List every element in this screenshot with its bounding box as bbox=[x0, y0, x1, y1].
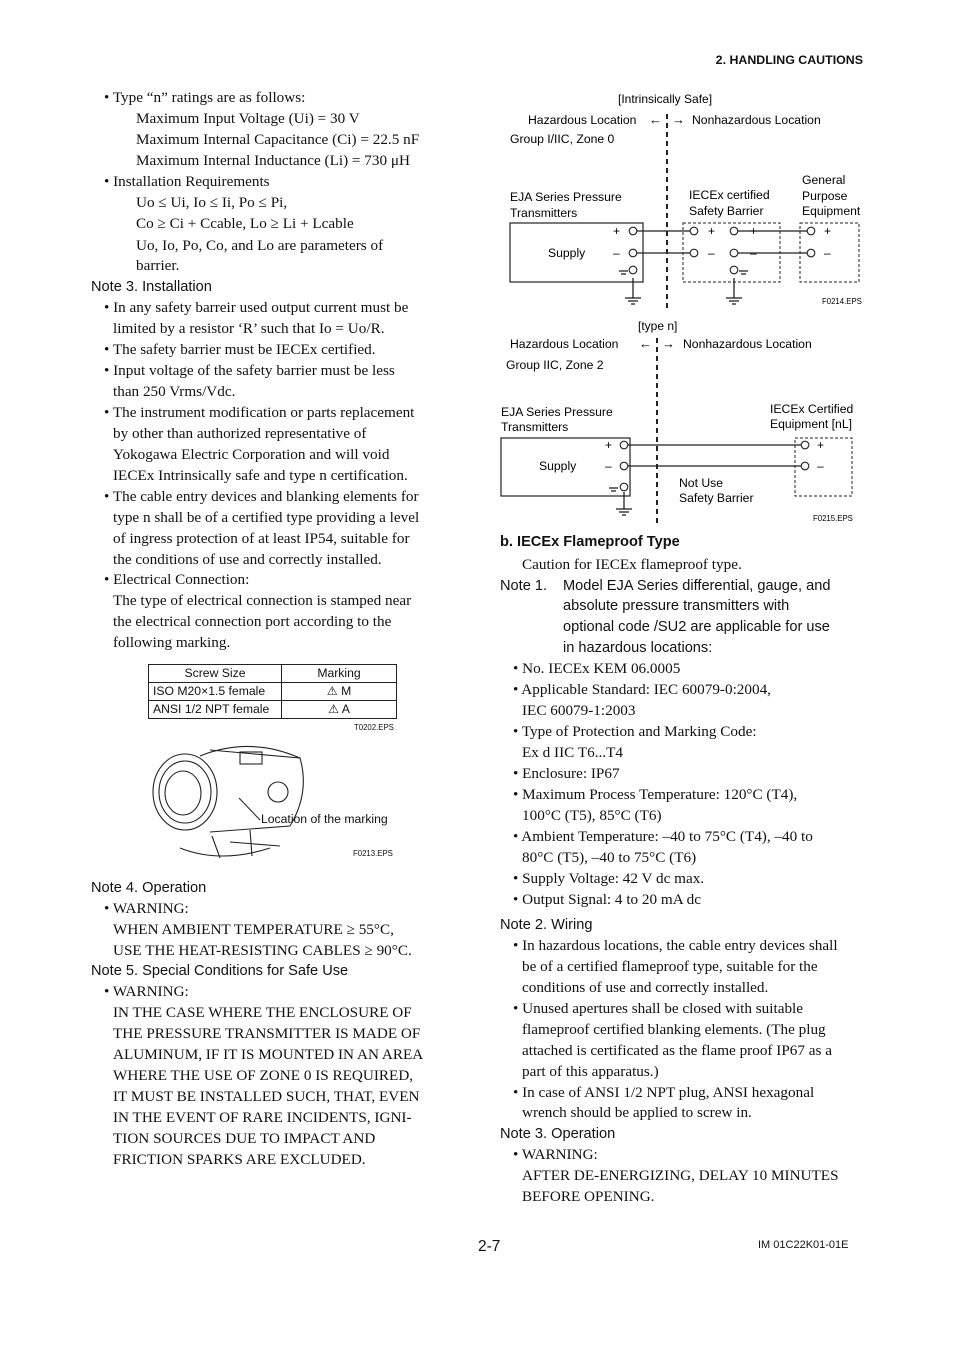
marking-code: A bbox=[341, 702, 350, 716]
plus-sign: + bbox=[750, 224, 758, 238]
general-equipment-label: General bbox=[802, 173, 846, 187]
not-use-barrier-label: Safety Barrier bbox=[679, 491, 754, 505]
document-number: IM 01C22K01-01E bbox=[758, 1239, 849, 1251]
note3-bullet-cont: IECEx Intrinsically safe and type n certification. bbox=[113, 467, 408, 484]
nonhazardous-location-label: Nonhazardous Location bbox=[692, 113, 821, 127]
minus-sign: – bbox=[824, 246, 831, 260]
note3-bullet: • The instrument modification or parts replacement bbox=[104, 404, 415, 421]
spec-item-cont: Ex d IIC T6...T4 bbox=[522, 744, 623, 761]
arrow-left-icon: ← bbox=[639, 336, 652, 351]
note3-bullet-cont: of ingress protection of at least IP54, suitable for bbox=[113, 530, 410, 547]
note3-bullet-cont: Yokogawa Electric Corporation and will void bbox=[113, 446, 390, 463]
ground-icon bbox=[619, 271, 748, 304]
note3-bullet: • The cable entry devices and blanking elements for bbox=[104, 488, 419, 505]
wiring-item-cont: wrench should be applied to screw in. bbox=[522, 1104, 752, 1121]
transmitter-label: Transmitters bbox=[501, 420, 569, 434]
marking-code: M bbox=[341, 684, 352, 698]
table-cell: ANSI 1/2 NPT female bbox=[149, 701, 282, 719]
wiring-item: • Unused apertures shall be closed with suitable bbox=[513, 1000, 804, 1017]
wiring-item-cont: part of this apparatus.) bbox=[522, 1063, 659, 1080]
minus-sign: – bbox=[613, 246, 620, 260]
diagram-title: [Intrinsically Safe] bbox=[618, 92, 713, 106]
requirement-line: Uo ≤ Ui, Io ≤ Ii, Po ≤ Pi, bbox=[136, 194, 288, 211]
spec-item-cont: IEC 60079-1:2003 bbox=[522, 702, 636, 719]
diagram-caption: F0214.EPS bbox=[822, 297, 862, 306]
minus-sign: – bbox=[750, 246, 757, 260]
minus-sign: – bbox=[817, 459, 824, 473]
flameproof-section-title: b. IECEx Flameproof Type bbox=[500, 534, 680, 550]
max-internal-inductance: Maximum Internal Inductance (Li) = 730 μH bbox=[136, 152, 410, 169]
note3-bullet-cont: limited by a resistor ‘R’ such that Io = Uo/R. bbox=[113, 320, 385, 337]
note3-bullet-cont: the conditions of use and correctly installed. bbox=[113, 551, 382, 568]
note3-bullet-cont: The type of electrical connection is stamped near bbox=[113, 592, 412, 609]
note4-line: USE THE HEAT-RESISTING CABLES ≥ 90°C. bbox=[113, 942, 412, 959]
arrow-right-icon: → bbox=[672, 112, 685, 127]
arrow-right-icon: → bbox=[662, 336, 675, 351]
supply-label: Supply bbox=[548, 246, 586, 260]
transmitter-figure bbox=[140, 738, 400, 864]
general-equipment-label: Equipment bbox=[802, 204, 861, 218]
transmitter-label: Transmitters bbox=[510, 206, 578, 220]
equipment-label: Equipment [nL] bbox=[770, 417, 852, 431]
arrow-left-icon: ← bbox=[649, 112, 662, 127]
spec-item: • No. IECEx KEM 06.0005 bbox=[513, 660, 681, 677]
supply-label: Supply bbox=[539, 459, 577, 473]
operation-line: AFTER DE-ENERGIZING, DELAY 10 MINUTES bbox=[522, 1167, 839, 1184]
table-header-row bbox=[149, 665, 397, 683]
minus-sign: – bbox=[708, 246, 715, 260]
note2-title: Note 2. Wiring bbox=[500, 917, 593, 933]
note5-line: WHERE THE USE OF ZONE 0 IS REQUIRED, bbox=[113, 1067, 414, 1084]
type-n-diagram bbox=[495, 316, 865, 526]
diagram-title: [type n] bbox=[638, 319, 678, 333]
wiring-item: • In case of ANSI 1/2 NPT plug, ANSI hexagonal bbox=[513, 1084, 815, 1101]
terminal-icons bbox=[629, 227, 815, 274]
note1-label: Note 1. bbox=[500, 578, 548, 594]
note5-line: TION SOURCES DUE TO IMPACT AND bbox=[113, 1130, 376, 1147]
note3-title: Note 3. Installation bbox=[91, 279, 212, 295]
requirement-line: Co ≥ Ci + Ccable, Lo ≥ Li + Lcable bbox=[136, 215, 354, 232]
plus-sign: + bbox=[824, 224, 832, 238]
note3-bullet-cont: the electrical connection port according to the bbox=[113, 613, 392, 630]
wiring-item-cont: be of a certified flameproof type, suitable for the bbox=[522, 958, 818, 975]
general-equipment-label: Purpose bbox=[802, 189, 848, 203]
flameproof-caution: Caution for IECEx flameproof type. bbox=[522, 556, 742, 573]
note1-line: absolute pressure transmitters with bbox=[563, 598, 790, 614]
plus-sign: + bbox=[817, 438, 825, 452]
section-header: 2. HANDLING CAUTIONS bbox=[715, 53, 863, 67]
note3-bullet: • Input voltage of the safety barrier must be less bbox=[104, 362, 395, 379]
zone-group-label: Group I/IIC, Zone 0 bbox=[510, 132, 615, 146]
note3-bullet-cont: following marking. bbox=[113, 634, 231, 651]
note4-warning: • WARNING: bbox=[104, 900, 189, 917]
note5-line: IN THE EVENT OF RARE INCIDENTS, IGNI- bbox=[113, 1109, 412, 1126]
note4-title: Note 4. Operation bbox=[91, 880, 207, 896]
note3-bullet: • In any safety barreir used output current must be bbox=[104, 299, 409, 316]
minus-sign: – bbox=[605, 459, 612, 473]
spec-item: • Supply Voltage: 42 V dc max. bbox=[513, 870, 705, 887]
wiring-item-cont: flameproof certified blanking elements. (The plug bbox=[522, 1021, 826, 1038]
wiring-item-cont: conditions of use and correctly installed. bbox=[522, 979, 769, 996]
not-use-barrier-label: Not Use bbox=[679, 476, 724, 490]
plus-sign: + bbox=[605, 438, 613, 452]
warning-triangle-icon: ⚠ bbox=[328, 702, 340, 716]
spec-item-cont: 100°C (T5), 85°C (T6) bbox=[522, 807, 662, 824]
hazardous-location-label: Hazardous Location bbox=[528, 113, 637, 127]
figure-caption: F0213.EPS bbox=[353, 849, 393, 858]
transmitter-label: EJA Series Pressure bbox=[510, 190, 622, 204]
table-cell bbox=[282, 683, 397, 701]
nonhazardous-location-label: Nonhazardous Location bbox=[683, 337, 812, 351]
operation-warning: • WARNING: bbox=[513, 1146, 598, 1163]
spec-item: • Output Signal: 4 to 20 mA dc bbox=[513, 891, 701, 908]
ground-icon bbox=[609, 488, 632, 515]
max-input-voltage: Maximum Input Voltage (Ui) = 30 V bbox=[136, 110, 360, 127]
operation-line: BEFORE OPENING. bbox=[522, 1188, 655, 1205]
note3-bullet: • Electrical Connection: bbox=[104, 571, 250, 588]
note5-warning: • WARNING: bbox=[104, 983, 189, 1000]
marking-table bbox=[148, 664, 397, 719]
requirement-line: Uo, Io, Po, Co, and Lo are parameters of bbox=[136, 237, 384, 254]
table-header-cell: Screw Size bbox=[149, 665, 282, 683]
note3-operation-title: Note 3. Operation bbox=[500, 1126, 616, 1142]
max-internal-capacitance: Maximum Internal Capacitance (Ci) = 22.5 nF bbox=[136, 131, 420, 148]
note5-line: ALUMINUM, IF IT IS MOUNTED IN AN AREA bbox=[113, 1046, 424, 1063]
table-cell: ISO M20×1.5 female bbox=[149, 683, 282, 701]
note1-line: Model EJA Series differential, gauge, and bbox=[563, 578, 831, 594]
barrier-label: IECEx certified bbox=[689, 188, 770, 202]
spec-item: • Maximum Process Temperature: 120°C (T4), bbox=[513, 786, 798, 803]
note5-line: IT MUST BE INSTALLED SUCH, THAT, EVEN bbox=[113, 1088, 420, 1105]
note1-line: optional code /SU2 are applicable for use bbox=[563, 619, 830, 635]
type-n-heading: • Type “n” ratings are as follows: bbox=[104, 89, 306, 106]
marking-leader-line bbox=[239, 798, 260, 820]
note3-bullet-cont: by other than authorized representative of bbox=[113, 425, 367, 442]
table-cell bbox=[282, 701, 397, 719]
zone-group-label: Group IIC, Zone 2 bbox=[506, 358, 604, 372]
note3-bullet-cont: than 250 Vrms/Vdc. bbox=[113, 383, 236, 400]
note5-line: IN THE CASE WHERE THE ENCLOSURE OF bbox=[113, 1004, 412, 1021]
plus-sign: + bbox=[613, 224, 621, 238]
spec-item: • Applicable Standard: IEC 60079-0:2004, bbox=[513, 681, 771, 698]
requirement-line: barrier. bbox=[136, 257, 180, 274]
page-number: 2-7 bbox=[478, 1238, 501, 1255]
note1-line: in hazardous locations: bbox=[563, 640, 713, 656]
note5-line: THE PRESSURE TRANSMITTER IS MADE OF bbox=[113, 1025, 421, 1042]
table-caption: T0202.EPS bbox=[354, 723, 394, 732]
table-row bbox=[149, 683, 397, 701]
spec-item-cont: 80°C (T5), –40 to 75°C (T6) bbox=[522, 849, 697, 866]
spec-item: • Type of Protection and Marking Code: bbox=[513, 723, 757, 740]
note5-line: FRICTION SPARKS ARE EXCLUDED. bbox=[113, 1151, 366, 1168]
barrier-label: Safety Barrier bbox=[689, 204, 764, 218]
note3-bullet: • The safety barrier must be IECEx certified. bbox=[104, 341, 376, 358]
equipment-label: IECEx Certified bbox=[770, 402, 854, 416]
intrinsically-safe-diagram bbox=[500, 88, 870, 310]
warning-triangle-icon: ⚠ bbox=[326, 684, 338, 698]
plus-sign: + bbox=[708, 224, 716, 238]
wiring-item: • In hazardous locations, the cable entry devices shall bbox=[513, 937, 838, 954]
transmitter-label: EJA Series Pressure bbox=[501, 405, 613, 419]
note4-line: WHEN AMBIENT TEMPERATURE ≥ 55°C, bbox=[113, 921, 394, 938]
table-row bbox=[149, 701, 397, 719]
note3-bullet-cont: type n shall be of a certified type providing a level bbox=[113, 509, 420, 526]
note5-title: Note 5. Special Conditions for Safe Use bbox=[91, 963, 349, 979]
marking-location-label: Location of the marking bbox=[261, 812, 388, 826]
wiring-item-cont: attached is certificated as the flame proof IP67 as a bbox=[522, 1042, 832, 1059]
installation-requirements: • Installation Requirements bbox=[104, 173, 270, 190]
diagram-caption: F0215.EPS bbox=[813, 514, 853, 523]
table-header-cell: Marking bbox=[282, 665, 397, 683]
hazardous-location-label: Hazardous Location bbox=[510, 337, 619, 351]
spec-item: • Ambient Temperature: –40 to 75°C (T4), –40 to bbox=[513, 828, 813, 845]
spec-item: • Enclosure: IP67 bbox=[513, 765, 620, 782]
